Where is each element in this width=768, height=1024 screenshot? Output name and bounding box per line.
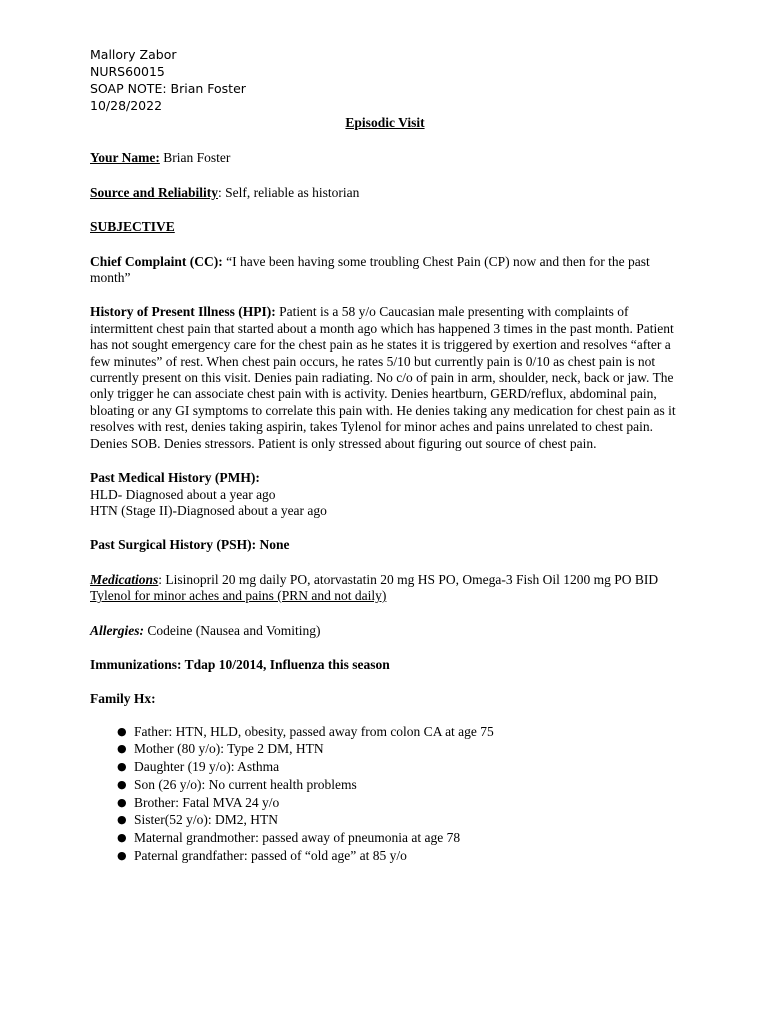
chief-complaint-label: Chief Complaint (CC): [90, 253, 223, 269]
pmh-label-bold: Past Medical History [90, 470, 212, 486]
your-name-value: Brian Foster [159, 150, 231, 166]
soap-note-label: SOAP NOTE: Brian Foster [90, 81, 246, 96]
family-hx-list [90, 723, 680, 865]
medications-label: Medications [90, 571, 159, 587]
pmh-section [90, 470, 680, 519]
bullet-dot-icon: ● [117, 760, 127, 774]
psh-section: Past Surgical History (PSH): None [90, 537, 290, 553]
page-title: Episodic Visit [345, 115, 425, 130]
list-item [118, 758, 680, 776]
author-name: Mallory Zabor [90, 47, 177, 62]
allergies-value: Codeine (Nausea and Vomiting) [144, 622, 321, 638]
list-item-text: Daughter (19 y/o): Asthma [134, 759, 280, 775]
your-name-line [90, 150, 680, 166]
list-item [118, 723, 680, 741]
medications-line-2: Tylenol for minor aches and pains (PRN and not daily) [90, 588, 387, 604]
medications-value: : Lisinopril 20 mg daily PO, atorvastatin 20 mg HS PO, Omega-3 Fish Oil 1200 mg PO BID [158, 571, 659, 587]
pmh-label-rest: (PMH): [211, 470, 260, 486]
list-item [118, 776, 680, 794]
list-item [118, 740, 680, 758]
list-item-text: Maternal grandmother: passed away of pneumonia at age 78 [134, 829, 461, 845]
chief-complaint-value: “I have been having some troubling Chest Pain (CP) now and then for the past month” [90, 253, 650, 286]
hpi-section [90, 304, 680, 452]
source-reliability-line [90, 185, 680, 201]
note-date: 10/28/2022 [90, 98, 163, 113]
allergies-label: Allergies: [90, 622, 144, 638]
list-item-text: Son (26 y/o): No current health problems [134, 776, 357, 792]
family-hx-label: Family Hx: [90, 691, 156, 707]
document-header [90, 46, 246, 114]
list-item [118, 847, 680, 865]
list-item-text: Brother: Fatal MVA 24 y/o [134, 794, 280, 810]
bullet-dot-icon: ● [117, 830, 127, 844]
list-item-text: Father: HTN, HLD, obesity, passed away from colon CA at age 75 [134, 723, 494, 739]
bullet-dot-icon: ● [117, 742, 127, 756]
hpi-value: Patient is a 58 y/o Caucasian male presenting with complaints of intermittent chest pain that started about a month ago which has happened 3 times in the past month. Patient has not sought emergency care for the chest pain as he states it is triggered by exertion and resolves “after a few minutes” of rest. When chest pain occurs, he rates 5/10 but currently pain is 0/10 as chest pain is not currently present on this visit. Denies pain radiating. No c/o of pain in arm, shoulder, neck, back or jaw. The only trigger he can associate chest pain with is activity. Denies heartburn, GERD/reflux, abdominal pain, bloating or any GI symptoms to correlate this pain with. He denies taking any medication for chest pain as it resolves with rest, denies taking aspirin, takes Tylenol for minor aches and pains unrelated to chest pain. Denies SOB. Denies stressors. Patient is only stressed about figuring out source of chest pain. [90, 304, 676, 451]
soap-note-body [90, 115, 680, 864]
list-item [118, 829, 680, 847]
chief-complaint-section [90, 254, 680, 287]
your-name-label: Your Name: [90, 150, 160, 166]
allergies-section [90, 623, 680, 639]
course-code: NURS60015 [90, 64, 165, 79]
bullet-dot-icon: ● [117, 813, 127, 827]
list-item [118, 811, 680, 829]
bullet-dot-icon: ● [117, 724, 127, 738]
hpi-label: History of Present Illness (HPI): [90, 304, 276, 320]
immunizations-section: Immunizations: Tdap 10/2014, Influenza this season [90, 656, 390, 672]
medications-section [90, 572, 680, 605]
list-item [118, 794, 680, 812]
source-reliability-value: : Self, reliable as historian [218, 184, 360, 200]
bullet-dot-icon: ● [117, 795, 127, 809]
bullet-dot-icon: ● [117, 777, 127, 791]
pmh-item: HTN (Stage II)-Diagnosed about a year ago [90, 502, 327, 518]
list-item-text: Mother (80 y/o): Type 2 DM, HTN [134, 741, 324, 757]
list-item-text: Sister(52 y/o): DM2, HTN [134, 812, 278, 828]
pmh-item: HLD- Diagnosed about a year ago [90, 486, 276, 502]
subjective-heading: SUBJECTIVE [90, 219, 175, 235]
source-reliability-label: Source and Reliability [90, 184, 219, 200]
bullet-dot-icon: ● [117, 848, 127, 862]
list-item-text: Paternal grandfather: passed of “old age” at 85 y/o [134, 847, 407, 863]
